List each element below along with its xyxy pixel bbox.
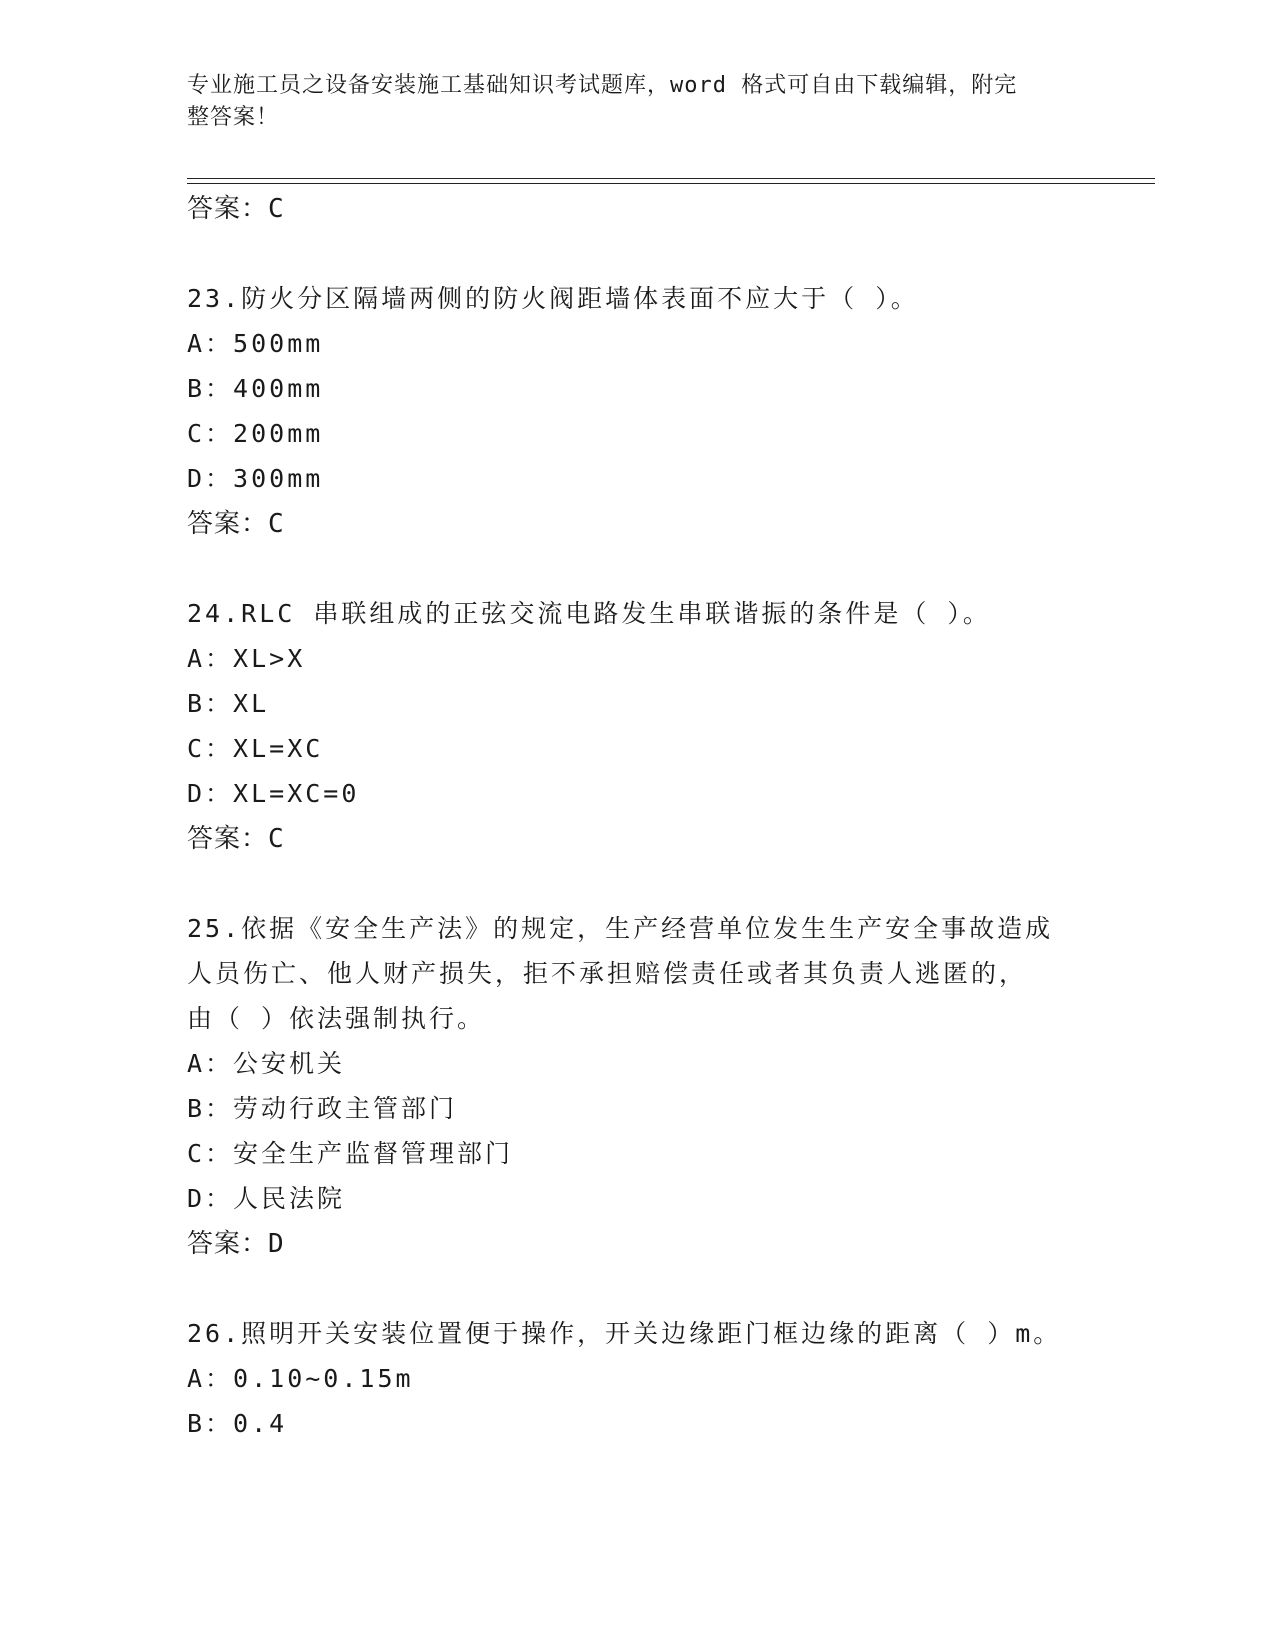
- question-23: [187, 276, 1087, 547]
- header-rule-top: [187, 178, 1155, 179]
- option-b: B：400mm: [187, 374, 324, 403]
- option-a: A：XL>X: [187, 644, 306, 673]
- question-list: [187, 186, 1087, 1446]
- answer: 答案：C: [187, 824, 285, 854]
- option-c: C：XL=XC: [187, 734, 324, 763]
- question-stem: 26.照明开关安装位置便于操作，开关边缘距门框边缘的距离（ ）m。: [187, 1319, 1062, 1348]
- answer: 答案：D: [187, 1229, 285, 1259]
- option-a: A：公安机关: [187, 1049, 346, 1078]
- question-stem: 23.防火分区隔墙两侧的防火阀距墙体表面不应大于（ ）。: [187, 284, 919, 313]
- option-c: C：200mm: [187, 419, 324, 448]
- option-d: D：XL=XC=0: [187, 779, 360, 808]
- question-26: [187, 1311, 1087, 1446]
- document-header: 专业施工员之设备安装施工基础知识考试题库，word 格式可自由下载编辑，附完 整答案！: [187, 73, 1018, 130]
- option-a: A：500mm: [187, 329, 324, 358]
- option-b: B：XL: [187, 689, 270, 718]
- question-stem-line-3: 由（ ）依法强制执行。: [187, 1004, 486, 1033]
- question-24: [187, 591, 1087, 862]
- question-stem-line-2: 人员伤亡、他人财产损失，拒不承担赔偿责任或者其负责人逃匿的，: [187, 959, 1028, 988]
- header-rule-bottom: [187, 183, 1155, 184]
- question-25: [187, 906, 1087, 1267]
- answer: 答案：C: [187, 509, 285, 539]
- previous-answer: 答案：C: [187, 194, 285, 224]
- option-d: D：300mm: [187, 464, 324, 493]
- option-b: B：0.4: [187, 1409, 288, 1438]
- option-b: B：劳动行政主管部门: [187, 1094, 458, 1123]
- option-a: A：0.10~0.15m: [187, 1364, 414, 1393]
- question-stem: 24.RLC 串联组成的正弦交流电路发生串联谐振的条件是（ ）。: [187, 599, 991, 628]
- option-c: C：安全生产监督管理部门: [187, 1139, 514, 1168]
- question-stem-line-1: 25.依据《安全生产法》的规定，生产经营单位发生生产安全事故造成: [187, 914, 1054, 943]
- option-d: D：人民法院: [187, 1184, 346, 1213]
